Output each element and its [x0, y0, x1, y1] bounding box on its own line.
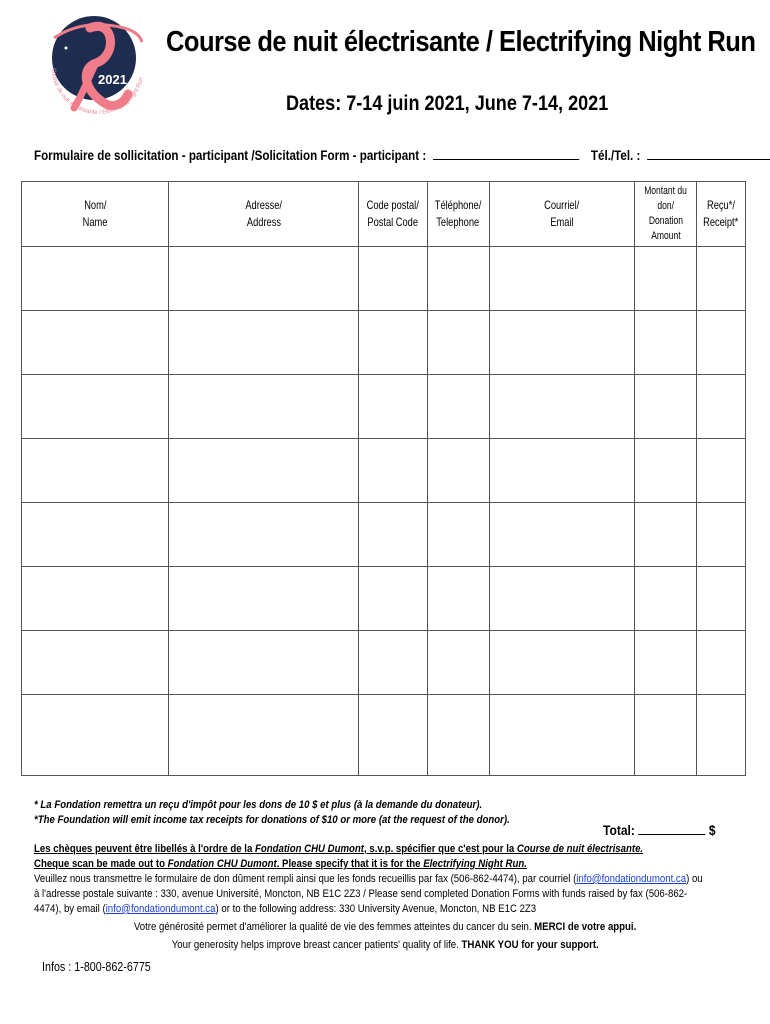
col-header-receipt: Reçu*/ Receipt*: [697, 182, 746, 247]
cell-name[interactable]: [22, 375, 169, 439]
cell-postal-code[interactable]: [359, 631, 428, 695]
cell-postal-code[interactable]: [359, 567, 428, 631]
form-line: [34, 147, 770, 163]
table-row: [22, 503, 746, 567]
cell-name[interactable]: [22, 311, 169, 375]
cell-address[interactable]: [169, 631, 359, 695]
cell-postal-code[interactable]: [359, 503, 428, 567]
cell-telephone[interactable]: [428, 375, 490, 439]
col-header-amount: Montant du don/ Donation Amount: [635, 182, 697, 247]
form-label: Formulaire de sollicitation - participant /Solicitation Form - participant :: [34, 148, 427, 163]
cell-postal-code[interactable]: [359, 311, 428, 375]
cell-receipt[interactable]: [697, 695, 746, 776]
table-row: [22, 631, 746, 695]
cell-address[interactable]: [169, 375, 359, 439]
cell-amount[interactable]: [635, 695, 697, 776]
cell-receipt[interactable]: [697, 247, 746, 311]
cell-postal-code[interactable]: [359, 695, 428, 776]
cell-email[interactable]: [490, 567, 635, 631]
cell-amount[interactable]: [635, 631, 697, 695]
col-header-address: Adresse/ Address: [169, 182, 359, 247]
col-header-telephone: Téléphone/ Telephone: [428, 182, 490, 247]
cell-receipt[interactable]: [697, 567, 746, 631]
table-row: [22, 311, 746, 375]
cell-amount[interactable]: [635, 503, 697, 567]
table-row: [22, 247, 746, 311]
participant-name-field[interactable]: [433, 147, 579, 160]
cell-amount[interactable]: [635, 311, 697, 375]
cell-address[interactable]: [169, 695, 359, 776]
cell-receipt[interactable]: [697, 503, 746, 567]
total-field[interactable]: [638, 822, 705, 835]
cell-amount[interactable]: [635, 247, 697, 311]
thanks-fr: Votre générosité permet d'améliorer la qualité de vie des femmes atteintes du cancer du sein. MERCI de votre appui.: [133, 921, 637, 933]
table-row: [22, 695, 746, 776]
cell-telephone[interactable]: [428, 567, 490, 631]
cell-telephone[interactable]: [428, 439, 490, 503]
cell-name[interactable]: [22, 567, 169, 631]
cell-email[interactable]: [490, 631, 635, 695]
cheque-note-en: Cheque scan be made out to Fondation CHU Dumont. Please specify that it is for the Electrifying Night Run.: [34, 858, 527, 870]
event-logo: [44, 8, 154, 120]
receipt-notes: [34, 798, 510, 828]
cell-email[interactable]: [490, 439, 635, 503]
event-dates: Dates: 7-14 juin 2021, June 7-14, 2021: [286, 92, 609, 115]
page-title: Course de nuit électrisante / Electrifying Night Run: [166, 26, 756, 58]
cell-name[interactable]: [22, 247, 169, 311]
cell-postal-code[interactable]: [359, 247, 428, 311]
cell-address[interactable]: [169, 567, 359, 631]
logo-year: 2021: [98, 72, 127, 87]
email-link-1[interactable]: info@fondationdumont.ca: [576, 873, 687, 885]
cell-name[interactable]: [22, 439, 169, 503]
cell-email[interactable]: [490, 695, 635, 776]
cheque-note-fr: Les chèques peuvent être libellés à l'ordre de la Fondation CHU Dumont, s.v.p. spécifier que c'est pour la Course de nuit électrisante.: [34, 843, 644, 855]
cell-email[interactable]: [490, 503, 635, 567]
cell-telephone[interactable]: [428, 503, 490, 567]
donor-table: [21, 181, 746, 776]
cell-receipt[interactable]: [697, 439, 746, 503]
cell-telephone[interactable]: [428, 311, 490, 375]
total-currency: $: [708, 822, 716, 838]
cell-email[interactable]: [490, 247, 635, 311]
transmit-instructions: Veuillez nous transmettre le formulaire de don dûment rempli ainsi que les fonds recueillis par fax (506-862-4474), par courriel (info@fondationdumont.ca) ou à l'adresse postale suivante : 330, avenue Université, Moncton, NB E1C 2Z3 / Please send completed Donation Forms with funds raised by fax (506-862-4474), by email (info@fondationdumont.ca) or to the following address: 330 University Avenue, Moncton, NB E1C 2Z3: [34, 873, 703, 915]
col-header-name: Nom/ Name: [22, 182, 169, 247]
cell-postal-code[interactable]: [359, 439, 428, 503]
cell-address[interactable]: [169, 503, 359, 567]
cell-email[interactable]: [490, 311, 635, 375]
cell-amount[interactable]: [635, 567, 697, 631]
total-line: [603, 822, 716, 838]
tel-field[interactable]: [647, 147, 770, 160]
email-link-2[interactable]: info@fondationdumont.ca: [105, 903, 216, 915]
thanks-en: Your generosity helps improve breast cancer patients' quality of life. THANK YOU for your support.: [171, 939, 599, 951]
cell-amount[interactable]: [635, 439, 697, 503]
total-label: Total:: [603, 822, 635, 838]
cell-name[interactable]: [22, 503, 169, 567]
tel-label: Tél./Tel. :: [590, 148, 641, 163]
cell-amount[interactable]: [635, 375, 697, 439]
receipt-note-fr: * La Fondation remettra un reçu d'impôt pour les dons de 10 $ et plus (à la demande du donateur).: [34, 799, 483, 811]
cell-postal-code[interactable]: [359, 375, 428, 439]
cell-telephone[interactable]: [428, 695, 490, 776]
table-row: [22, 439, 746, 503]
cell-name[interactable]: [22, 695, 169, 776]
cell-name[interactable]: [22, 631, 169, 695]
cell-email[interactable]: [490, 375, 635, 439]
table-header-row: [22, 182, 746, 247]
cell-address[interactable]: [169, 439, 359, 503]
cell-receipt[interactable]: [697, 375, 746, 439]
cell-receipt[interactable]: [697, 311, 746, 375]
table-row: [22, 567, 746, 631]
cell-address[interactable]: [169, 247, 359, 311]
receipt-note-en: *The Foundation will emit income tax receipts for donations of $10 or more (at the request of the donor).: [34, 814, 510, 826]
cell-telephone[interactable]: [428, 247, 490, 311]
table-row: [22, 375, 746, 439]
logo-arc-text: Course de nuit électrisante / Electrifying Night Run: [49, 67, 145, 117]
cell-receipt[interactable]: [697, 631, 746, 695]
cell-address[interactable]: [169, 311, 359, 375]
cheque-instructions: [34, 842, 643, 872]
info-phone: Infos : 1-800-862-6775: [42, 960, 151, 974]
cell-telephone[interactable]: [428, 631, 490, 695]
col-header-postal-code: Code postal/ Postal Code: [359, 182, 428, 247]
col-header-email: Courriel/ Email: [490, 182, 635, 247]
